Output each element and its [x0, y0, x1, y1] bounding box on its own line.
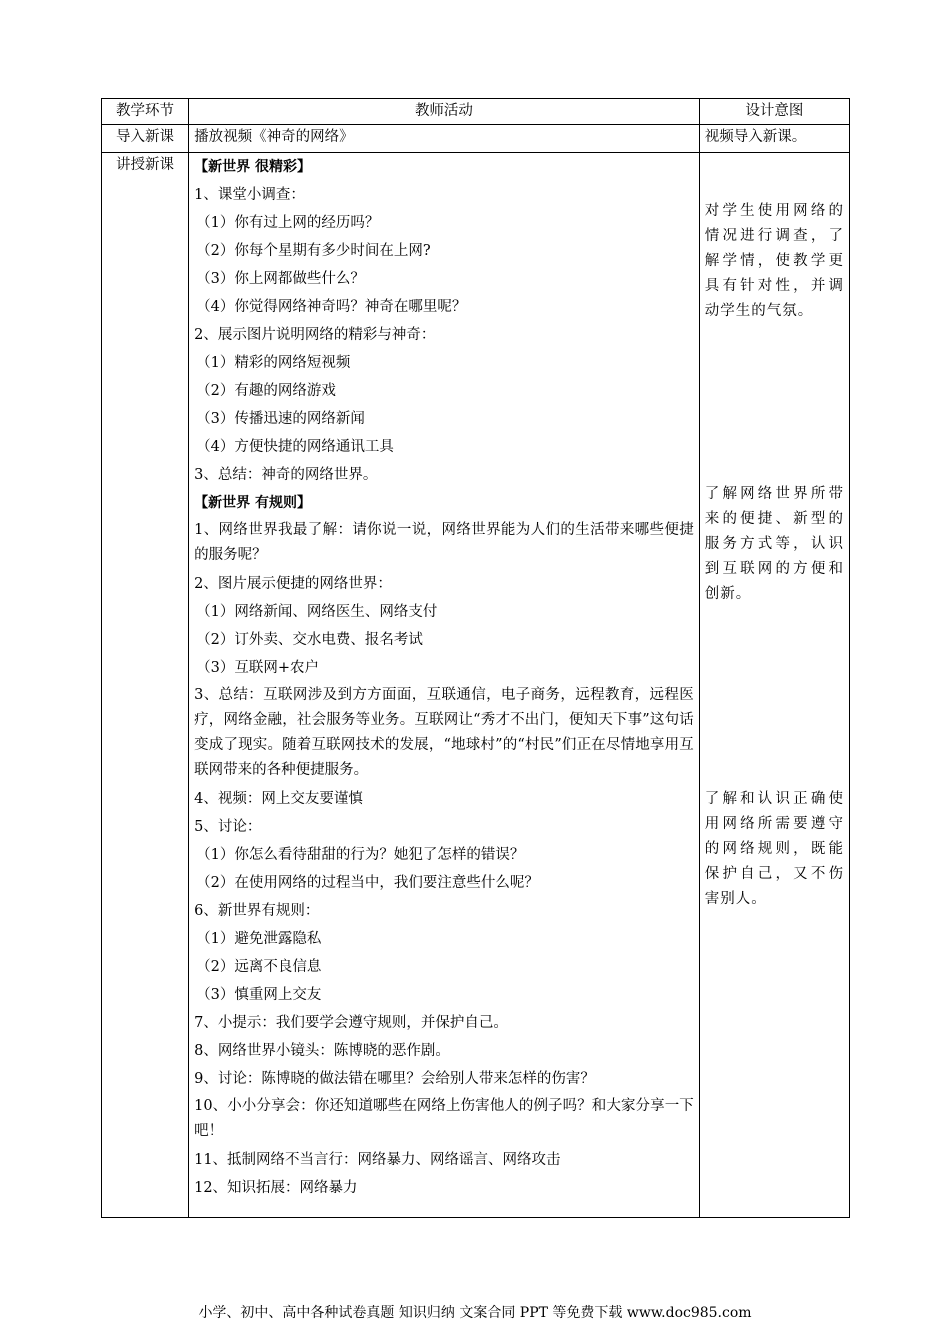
activity-cell	[189, 153, 700, 1218]
intent-cell: 视频导入新课。	[699, 125, 849, 153]
activity-line: 7、小提示：我们要学会遵守规则，并保护自己。	[194, 1015, 508, 1031]
page-footer: 小学、初中、高中各种试卷真题 知识归纳 文案合同 PPT 等免费下载 www.doc985.com	[198, 1305, 752, 1321]
activity-line: （1）避免泄露隐私	[196, 931, 322, 947]
activity-line: 12、知识拓展：网络暴力	[194, 1180, 358, 1196]
intent-text: 对学生使用网络的情况进行调查，了解学情，使教学更具有针对性，并调动学生的气氛。	[704, 203, 844, 319]
activity-line: 2、展示图片说明网络的精彩与神奇：	[194, 327, 436, 343]
activity-line: （1）精彩的网络短视频	[196, 355, 351, 371]
activity-line: 3、总结：互联网涉及到方方面面，互联通信，电子商务，远程教育，远程医疗，网络金融，社会服务等业务。互联网让“秀才不出门，便知天下事”这句话变成了现实。随着互联网技术的发展，“地球村”的“村民”们正在尽情地享用互联网带来的各种便捷服务。	[194, 687, 694, 778]
table-row	[102, 153, 850, 1218]
stage-cell: 导入新课	[102, 125, 189, 153]
activity-line: （2）远离不良信息	[196, 959, 322, 975]
activity-line: （2）你每个星期有多少时间在上网?	[196, 243, 431, 259]
header-activity: 教师活动	[189, 99, 700, 125]
activity-line: 3、总结：神奇的网络世界。	[194, 467, 378, 483]
activity-line: （1）你有过上网的经历吗？	[196, 215, 380, 231]
activity-line: （3）传播迅速的网络新闻	[196, 411, 365, 427]
header-intent: 设计意图	[699, 99, 849, 125]
activity-line: 2、图片展示便捷的网络世界：	[194, 576, 392, 592]
activity-line: （3）互联网+农户	[196, 660, 319, 676]
intent-cell	[699, 153, 849, 1218]
activity-line: 1、课堂小调查：	[194, 187, 305, 203]
activity-line: （2）有趣的网络游戏	[196, 383, 336, 399]
activity-line: 1、网络世界我最了解：请你说一说，网络世界能为人们的生活带来哪些便捷的服务呢？	[194, 522, 694, 563]
header-stage: 教学环节	[102, 99, 189, 125]
section-heading: 【新世界 有规则】	[194, 495, 311, 511]
table-header-row	[102, 99, 850, 125]
activity-line: （1）你怎么看待甜甜的行为？她犯了怎样的错误？	[196, 847, 525, 863]
lesson-plan-table	[101, 98, 850, 1218]
activity-line: （2）在使用网络的过程当中，我们要注意些什么呢？	[196, 875, 539, 891]
activity-line: 6、新世界有规则：	[194, 903, 320, 919]
activity-line: （2）订外卖、交水电费、报名考试	[196, 632, 423, 648]
activity-line: 4、视频：网上交友要谨慎	[194, 791, 363, 807]
activity-line: （1）网络新闻、网络医生、网络支付	[196, 604, 438, 620]
activity-cell: 播放视频《神奇的网络》	[189, 125, 700, 153]
activity-line: 5、讨论：	[194, 819, 262, 835]
activity-line: （3）慎重网上交友	[196, 987, 322, 1003]
activity-line: （4）你觉得网络神奇吗？神奇在哪里呢？	[196, 299, 467, 315]
activity-line: （4）方便快捷的网络通讯工具	[196, 439, 394, 455]
stage-cell: 讲授新课	[102, 153, 189, 1218]
section-heading: 【新世界 很精彩】	[194, 159, 311, 175]
activity-line: 8、网络世界小镜头：陈博晓的恶作剧。	[194, 1043, 450, 1059]
intent-text: 了解网络世界所带来的便捷、新型的服务方式等，认识到互联网的方便和创新。	[704, 486, 844, 602]
activity-line: （3）你上网都做些什么？	[196, 271, 365, 287]
intent-text: 了解和认识正确使用网络所需要遵守的网络规则，既能保护自己，又不伤害别人。	[704, 791, 844, 907]
activity-line: 10、小小分享会：你还知道哪些在网络上伤害他人的例子吗？和大家分享一下吧！	[194, 1098, 694, 1139]
activity-line: 11、抵制网络不当言行：网络暴力、网络谣言、网络攻击	[194, 1152, 561, 1168]
activity-line: 9、讨论：陈博晓的做法错在哪里？会给别人带来怎样的伤害？	[194, 1071, 595, 1087]
table-row	[102, 125, 850, 153]
